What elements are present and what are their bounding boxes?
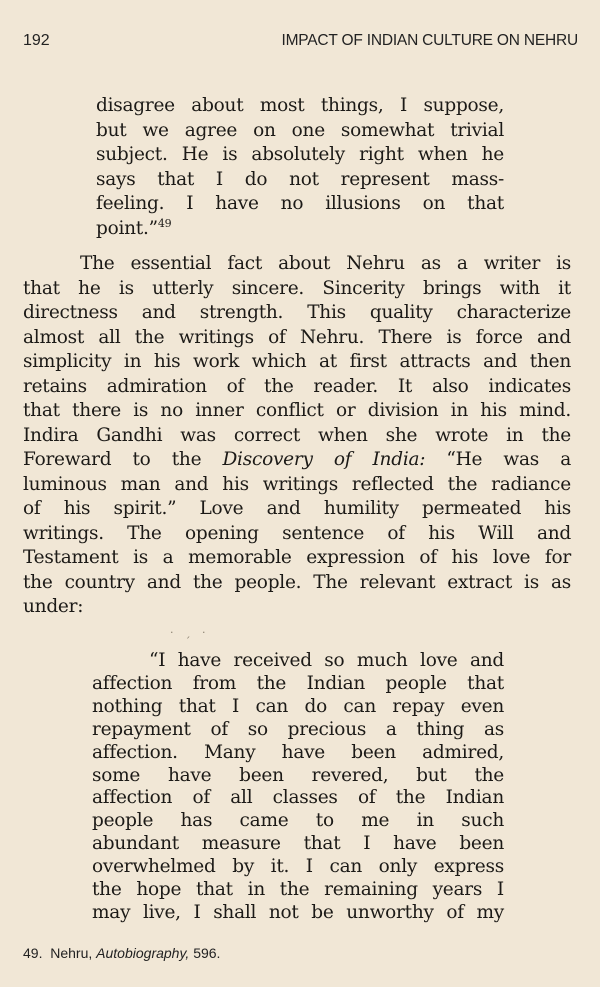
text-line: luminous man and his writings reflected the radiance (23, 473, 571, 495)
text-line: The essential fact about Nehru as a writer is (80, 253, 571, 274)
text-line: affection of all classes of the Indian (92, 787, 504, 809)
text-line (96, 217, 504, 242)
text-line: subject. He is absolutely right when he (96, 144, 504, 165)
footnote-title: Autobiography, (96, 945, 190, 961)
text-line: almost all the writings of Nehru. There is force and (23, 326, 571, 348)
text-line: says that I do not represent mass- (96, 168, 504, 190)
text-line: under: (23, 596, 84, 617)
page-number: 192 (23, 32, 50, 49)
text-line: writings. The opening sentence of his Will and (23, 522, 571, 544)
block-quote (92, 650, 504, 925)
text-line: directness and strength. This quality characterize (23, 302, 571, 323)
block-quote-continued (96, 94, 504, 241)
text-line: feeling. I have no illusions on that (96, 193, 504, 214)
text-line: retains admiration of the reader. It also indicates (23, 375, 571, 397)
text-line: disagree about most things, I suppose, (96, 95, 504, 116)
text-line: but we agree on one somewhat trivial (96, 119, 504, 141)
footnote-author: Nehru, (50, 945, 97, 961)
body-paragraph (23, 252, 571, 620)
footnote-number: 49. (23, 945, 43, 961)
text-line: some have been revered, but the (92, 764, 504, 786)
text-line: affection. Many have been admired, (92, 741, 504, 763)
text-fragment: point.” (96, 217, 158, 239)
text-line: that there is no inner conflict or division in his mind. (23, 400, 571, 421)
text-line: that he is utterly sincere. Sincerity brings with it (23, 277, 571, 299)
book-title: Discovery of India: (222, 449, 426, 470)
text-line: nothing that I can do can repay even (92, 695, 504, 717)
text-line: repayment of so precious a thing as (92, 718, 504, 740)
text-line: of his spirit.” Love and humility permeated his (23, 498, 571, 519)
footnote-page: 596. (189, 945, 221, 961)
text-fragment: “He was a (425, 449, 571, 470)
text-line: abundant measure that I have been (92, 833, 504, 855)
footnote-reference: 49 (157, 216, 172, 230)
text-line: the hope that in the remaining years I (92, 879, 504, 901)
text-line: people has came to me in such (92, 810, 504, 832)
text-line: affection from the Indian people that (92, 672, 504, 694)
text-line: may live, I shall not be unworthy of my (92, 901, 504, 923)
text-line: the country and the people. The relevant extract is as (23, 571, 571, 593)
text-line: overwhelmed by it. I can only express (92, 856, 504, 878)
running-title: IMPACT OF INDIAN CULTURE ON NEHRU (281, 32, 578, 49)
text-line: simplicity in his work which at first attracts and then (23, 351, 571, 372)
text-line: Testament is a memorable expression of his love for (23, 547, 571, 568)
text-line: “I have received so much love and (149, 650, 504, 671)
print-speck: · ˏ · (170, 626, 210, 639)
running-header (23, 32, 578, 50)
footnote (23, 945, 220, 961)
text-line (23, 448, 571, 473)
text-fragment: Foreward to the (23, 449, 223, 470)
text-line: Indira Gandhi was correct when she wrote in the (23, 424, 571, 446)
